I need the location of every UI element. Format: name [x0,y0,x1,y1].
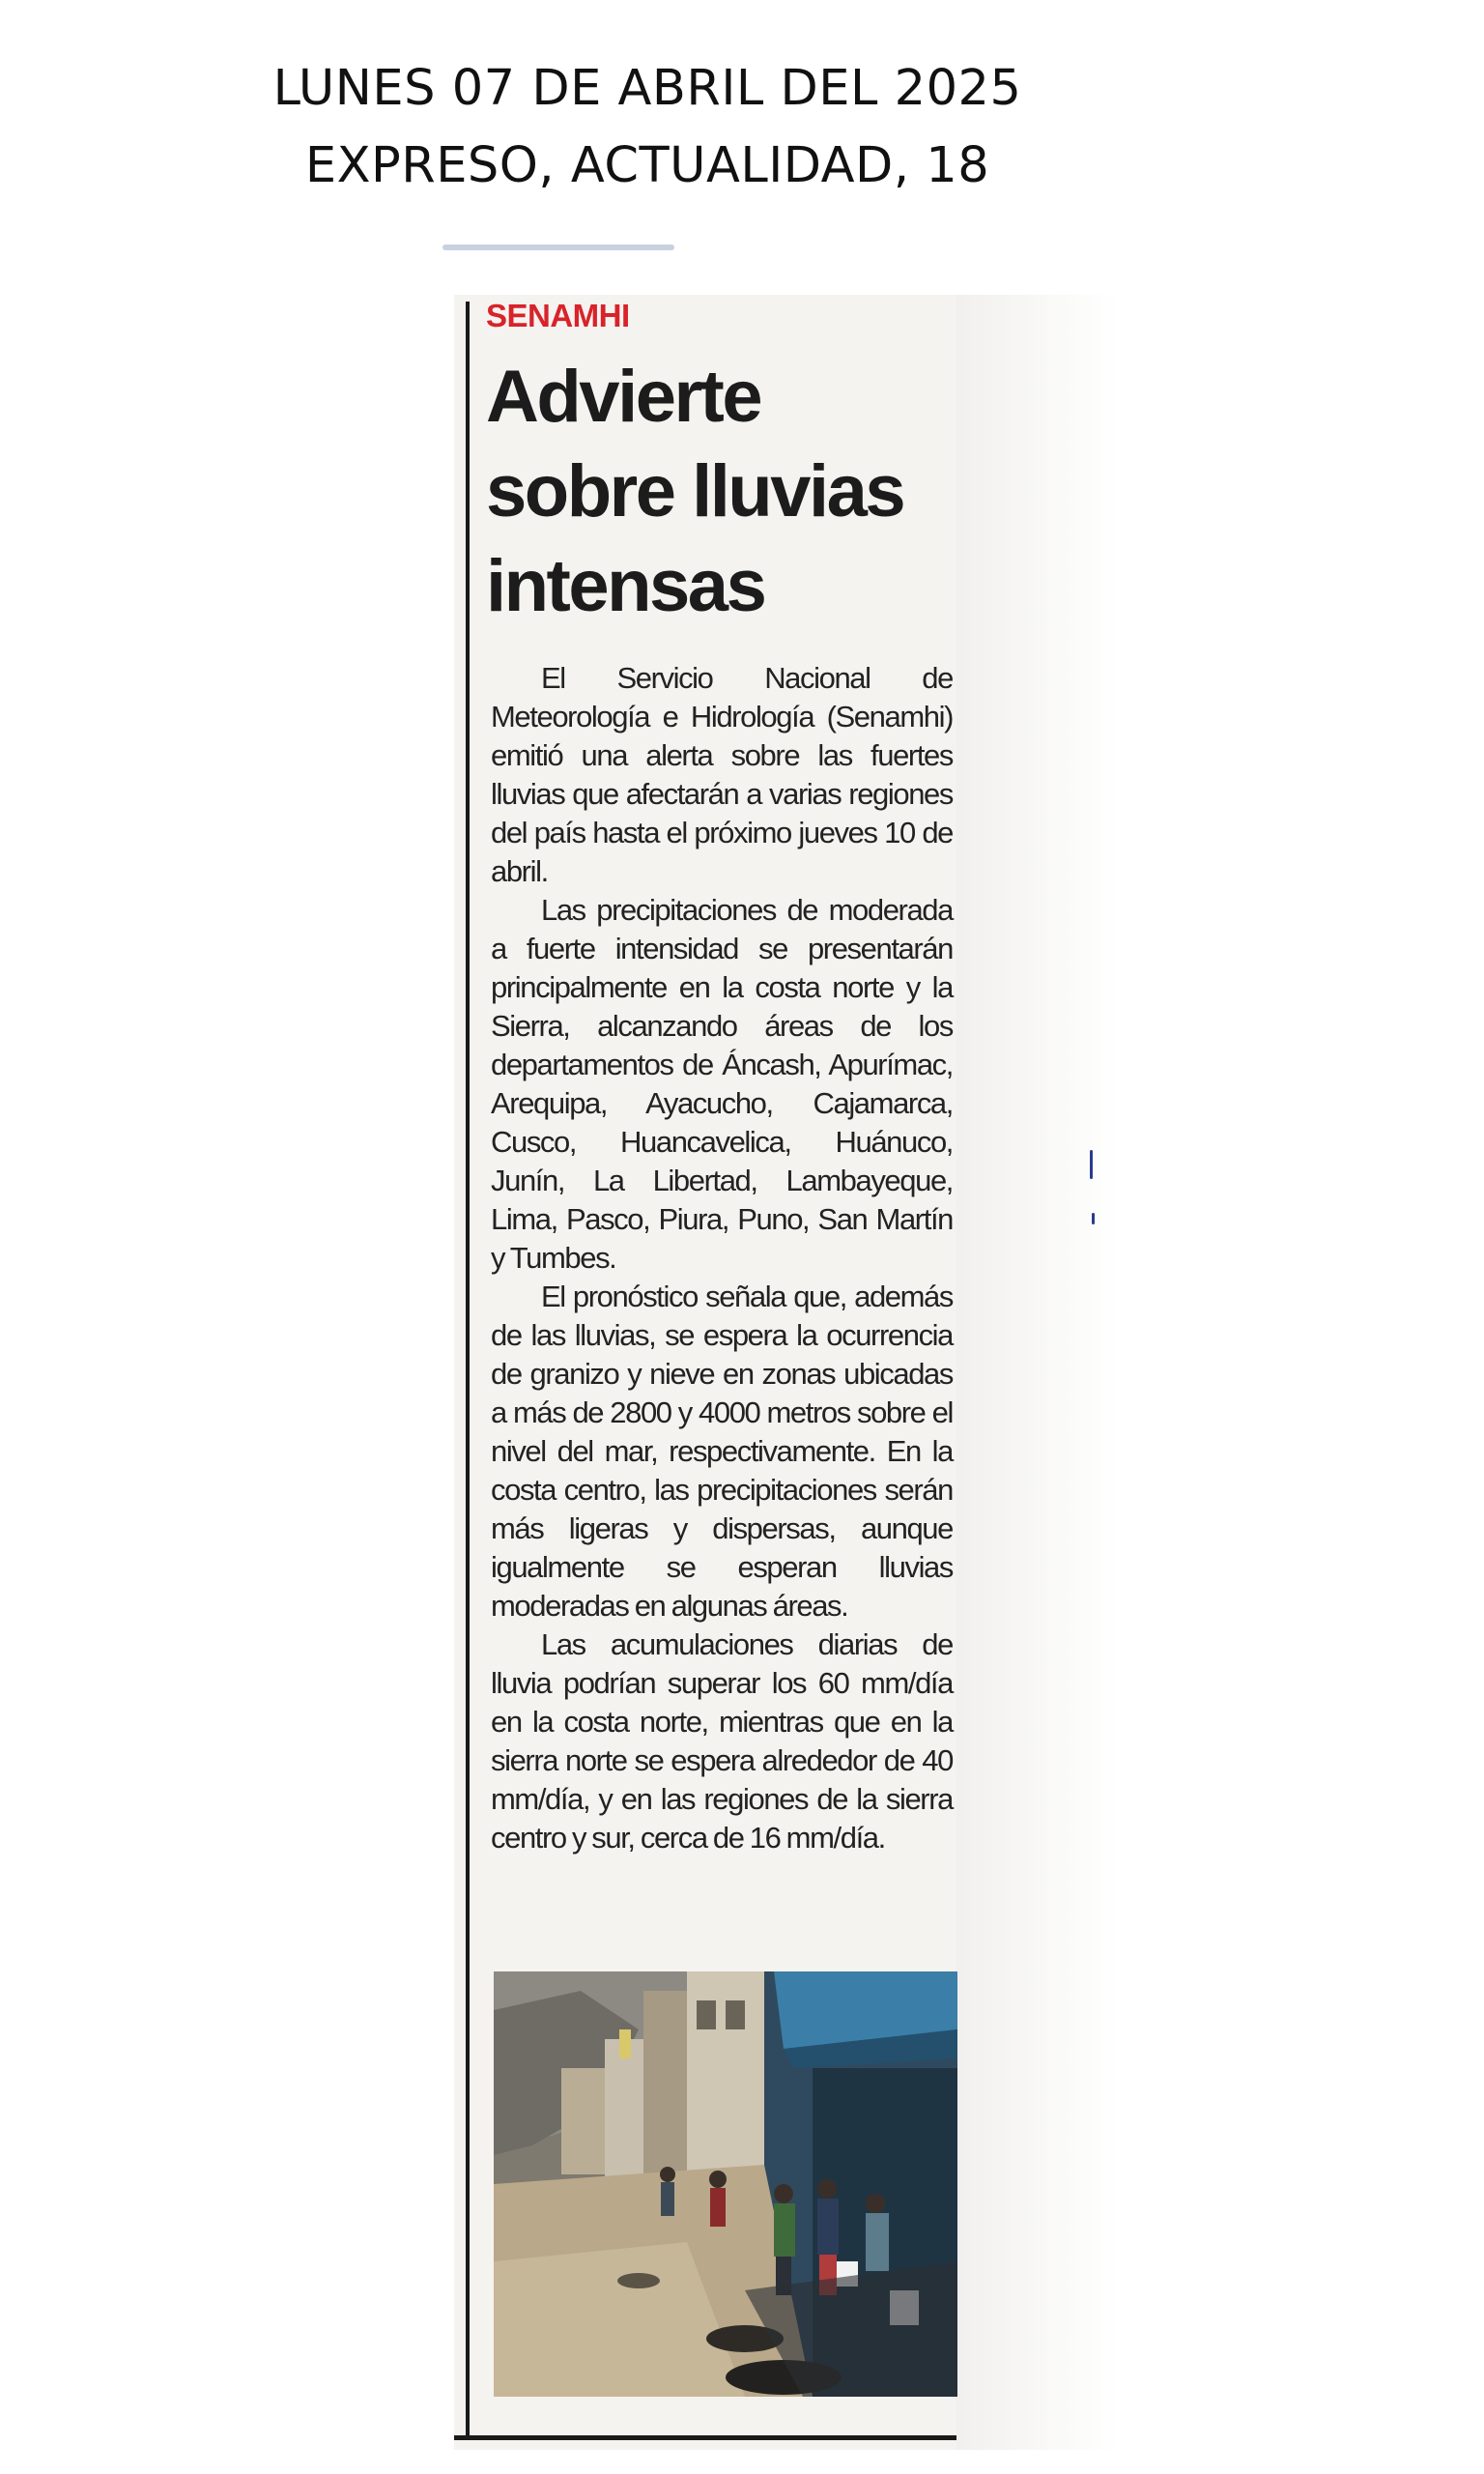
article-body [491,659,953,1857]
article-headline [486,350,940,634]
page-bleed-through [956,295,1121,2450]
headline-line: Advierte [486,356,761,438]
article-paragraph: Las acumulaciones diarias de lluvia podrían superar los 60 mm/día en la costa norte, mientras que en la sierra norte se espera alrededor de 40 mm/día, y en las regiones de la sierra centro y sur, cerca de 16 mm/día. [491,1627,953,1855]
bottom-rule [454,2435,956,2440]
flooded-street-photo [494,1971,957,2397]
article-paragraph: Las precipitaciones de moderada a fuerte intensidad se presentarán principalmente en la costa norte y la Sierra, alcanzando áreas de los departamentos de Áncash, Apurímac, Arequipa, Ayacucho, Cajamarca, Cusco, Huancavelica, Huánuco, Junín, La Libertad, Lambayeque, Lima, Pasco, Piura, Puno, San Martín y Tumbes. [491,893,953,1275]
date-line: LUNES 07 DE ABRIL DEL 2025 [272,60,1022,117]
headline-line: sobre lluvias [486,450,904,532]
clipping-header [0,50,1295,205]
photo-illustration [494,1971,957,2397]
section-label: SENAMHI [486,298,630,333]
column-rule [466,302,470,2437]
bleed-mark [1090,1150,1093,1179]
bleed-mark [1092,1213,1095,1224]
headline-line: intensas [486,545,765,627]
article-paragraph: El pronóstico señala que, además de las lluvias, se espera la ocurrencia de granizo y nieve en zonas ubicadas a más de 2800 y 4000 metros sobre el nivel del mar, respectivamente. En la costa centro, las precipitaciones serán más ligeras y dispersas, aunque igualmente se esperan lluvias moderadas en algunas áreas. [491,1280,953,1623]
source-line: EXPRESO, ACTUALIDAD, 18 [304,137,990,194]
article-paragraph: El Servicio Nacional de Meteorología e Hidrología (Senamhi) emitió una alerta sobre las fuertes lluvias que afectarán a varias regiones del país hasta el próximo jueves 10 de abril. [491,661,953,888]
scan-artifact-line [442,245,674,250]
